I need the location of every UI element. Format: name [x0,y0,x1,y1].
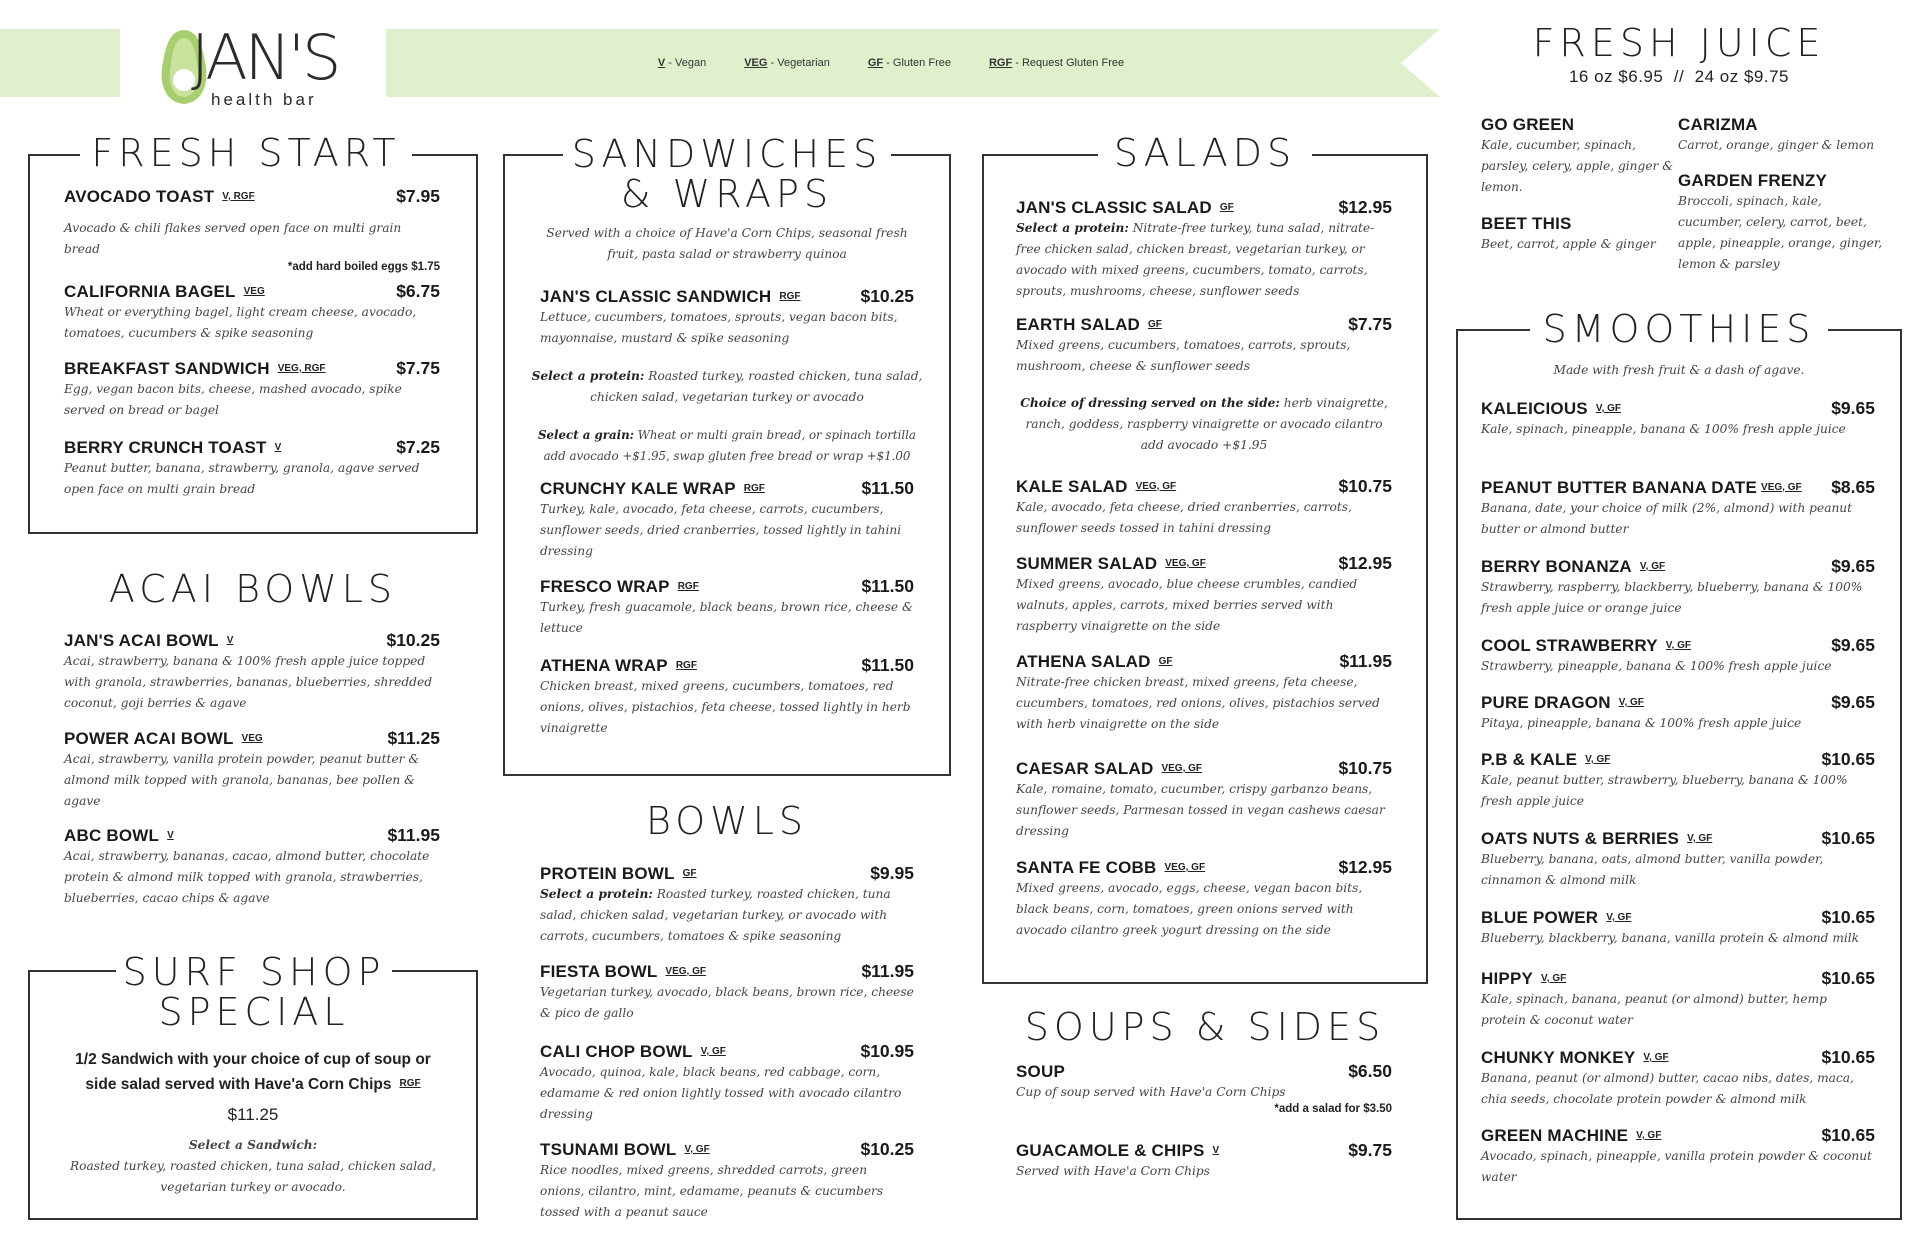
logo [155,21,355,116]
surf-shop-title: SURF SHOP SPECIAL [116,952,392,1032]
menu-item-guacamole-chips: GUACAMOLE & CHIPS V $9.75 Served with Have'a Corn Chips [1016,1140,1392,1178]
menu-item-summer-salad: SUMMER SALAD VEG, GF $12.95 Mixed greens, avocado, blue cheese crumbles, candied walnuts, apples, carrots, mixed berries served with raspberry vinaigrette on the side [1016,553,1392,633]
acai-bowls-title: ACAI BOWLS [108,567,398,611]
menu-item-peanut-butter-banana-date: PEANUT BUTTER BANANA DATE VEG, GF $8.65 Banana, date, your choice of milk (2%, almond) with peanut butter or almond butter [1481,477,1875,536]
logo-name: JAN'S [191,21,339,94]
menu-item-santa-fe-cobb: SANTA FE COBB VEG, GF $12.95 Mixed greens, avocado, eggs, cheese, vegan bacon bits, black beans, corn, tomatoes, green onions served with avocado cilantro greek yogurt dressing on the side [1016,857,1392,937]
fresh-juice-title: FRESH JUICE [1532,21,1826,65]
menu-item-athena-salad: ATHENA SALAD GF $11.95 Nitrate-free chicken breast, mixed greens, feta cheese, cucumbers, tomatoes, red onions, olives, pistachios served with herb vinaigrette on the side [1016,651,1392,731]
menu-item-breakfast-sandwich: BREAKFAST SANDWICH VEG, RGF $7.75 Egg, vegan bacon bits, cheese, mashed avocado, spike served on bread or bagel [64,358,440,417]
menu-item-fiesta-bowl: FIESTA BOWL VEG, GF $11.95 Vegetarian turkey, avocado, black beans, brown rice, cheese & pico de gallo [540,961,914,1020]
menu-item-chunky-monkey: CHUNKY MONKEY V, GF $10.65 Banana, peanut (or almond) butter, cacao nibs, dates, maca, chia seeds, chocolate protein powder & almond milk [1481,1047,1875,1106]
juice-garden-frenzy: GARDEN FRENZY Broccoli, spinach, kale, cucumber, celery, carrot, beet, apple, pineapple, orange, ginger, lemon & parsley [1678,171,1883,271]
diet-legend [386,29,1396,97]
menu-item-hippy: HIPPY V, GF $10.65 Kale, spinach, banana, peanut (or almond) butter, hemp protein & coconut water [1481,968,1875,1027]
legend-vegan: V - Vegan [657,57,707,69]
menu-item-california-bagel: CALIFORNIA BAGEL VEG $6.75 Wheat or everything bagel, light cream cheese, avocado, tomatoes, cucumbers & spike seasoning [64,281,440,340]
menu-item-abc-bowl: ABC BOWL V $11.95 Acai, strawberry, bananas, cacao, almond butter, chocolate protein & almond milk topped with granola, strawberries, blueberries, cacao chips & agave [64,825,440,905]
menu-item-fresco-wrap: FRESCO WRAP RGF $11.50 Turkey, fresh guacamole, black beans, brown rice, cheese & lettuce [540,576,914,635]
sandwich-protein-options: Select a protein: Roasted turkey, roasted chicken, tuna salad, chicken salad, vegetarian turkey or avocado [531,369,923,404]
soups-sides-title: SOUPS & SIDES [1024,1005,1386,1049]
smoothies-title: SMOOTHIES [1530,310,1828,348]
sandwich-grain-options: Select a grain: Wheat or multi grain bread, or spinach tortilla add avocado +$1.95, swap gluten free bread or wrap +$1.00 [538,428,916,463]
salads-title: SALADS [1098,134,1312,172]
fresh-start-title: FRESH START [80,134,412,172]
menu-item-power-acai-bowl: POWER ACAI BOWL VEG $11.25 Acai, strawberry, vanilla protein powder, peanut butter & almond milk topped with granola, bananas, bee pollen & agave [64,728,440,808]
legend-gluten-free: GF - Gluten Free [867,57,951,69]
legend-request-gluten-free: RGF - Request Gluten Free [988,57,1125,69]
menu-item-caesar-salad: CAESAR SALAD VEG, GF $10.75 Kale, romaine, tomato, cucumber, crispy garbanzo beans, sunflower seeds, Parmesan tossed in vegan cashews caesar dressing [1016,758,1392,838]
sandwiches-intro: Served with a choice of Have'a Corn Chips, seasonal fresh fruit, pasta salad or strawberry quinoa [546,226,908,261]
smoothies-intro: Made with fresh fruit & a dash of agave. [1553,363,1805,377]
menu-item-pb-kale: P.B & KALE V, GF $10.65 Kale, peanut butter, strawberry, blueberry, banana & 100% fresh apple juice [1481,749,1875,808]
menu-item-kaleicious: KALEICIOUS V, GF $9.65 Kale, spinach, pineapple, banana & 100% fresh apple juice [1481,398,1875,436]
menu-item-oats-nuts-berries: OATS NUTS & BERRIES V, GF $10.65 Blueberry, banana, oats, almond butter, vanilla powder, cinnamon & almond milk [1481,828,1875,887]
surf-shop-details: 1/2 Sandwich with your choice of cup of soup or side salad served with Have'a Corn Chips RGF $11.25 Select a Sandwich: Roasted turkey, roasted chicken, tuna salad, chicken salad, vegetarian turkey or avocado. [69,1051,437,1194]
menu-item-green-machine: GREEN MACHINE V, GF $10.65 Avocado, spinach, pineapple, vanilla protein powder & coconut water [1481,1125,1875,1184]
menu-item-pure-dragon: PURE DRAGON V, GF $9.65 Pitaya, pineapple, banana & 100% fresh apple juice [1481,692,1875,730]
menu-item-jans-classic-salad: JAN'S CLASSIC SALAD GF $12.95 Select a protein: Nitrate-free turkey, tuna salad, nitrate-free chicken salad, chicken breast, vegetarian turkey, or avocado with mixed greens, cucumbers, tomato, carrots, sprouts, mushrooms, cheese, sunflower seeds [1016,197,1392,298]
menu-item-berry-bonanza: BERRY BONANZA V, GF $9.65 Strawberry, raspberry, blackberry, blueberry, banana & 100% fresh apple juice or orange juice [1481,556,1875,615]
salad-dressing-options: Choice of dressing served on the side: herb vinaigrette, ranch, goddess, raspberry vinaigrette or avocado cilantro add avocado +$1.95 [1020,396,1388,452]
logo-subtitle: health bar [211,90,317,109]
menu-item-kale-salad: KALE SALAD VEG, GF $10.75 Kale, avocado, feta cheese, dried cranberries, carrots, sunflower seeds tossed in tahini dressing [1016,476,1392,535]
juice-beet-this: BEET THIS Beet, carrot, apple & ginger [1481,214,1656,251]
menu-item-cali-chop-bowl: CALI CHOP BOWL V, GF $10.95 Avocado, quinoa, kale, black beans, red cabbage, corn, edamame & red onion lightly tossed with avocado cilantro dressing [540,1041,914,1121]
menu-item-avocado-toast: AVOCADO TOAST V, RGF $7.95 Avocado & chili flakes served open face on multi grain bread *add hard boiled eggs $1.75 [64,186,440,273]
menu-item-tsunami-bowl: TSUNAMI BOWL V, GF $10.25 Rice noodles, mixed greens, shredded carrots, green onions, cilantro, mint, edamame, peanuts & cucumbers tossed with a peanut sauce [540,1139,914,1219]
juice-sizes: 16 oz $6.95 // 24 oz $9.75 [1568,67,1790,86]
menu-item-jans-classic-sandwich: JAN'S CLASSIC SANDWICH RGF $10.25 Lettuce, cucumbers, tomatoes, sprouts, vegan bacon bits, mayonnaise, mustard & spike seasoning [540,286,914,345]
menu-item-crunchy-kale-wrap: CRUNCHY KALE WRAP RGF $11.50 Turkey, kale, avocado, feta cheese, carrots, cucumbers, sunflower seeds, dried cranberries, tossed lightly in tahini dressing [540,478,914,558]
banner-stripe-left [0,29,120,97]
menu-item-cool-strawberry: COOL STRAWBERRY V, GF $9.65 Strawberry, pineapple, banana & 100% fresh apple juice [1481,635,1875,673]
legend-vegetarian: VEG - Vegetarian [744,57,830,69]
juice-carizma: CARIZMA Carrot, orange, ginger & lemon [1678,115,1875,152]
juice-go-green: GO GREEN Kale, cucumber, spinach, parsley, celery, apple, ginger & lemon. [1481,115,1674,194]
bowls-title: BOWLS [646,799,808,843]
menu-item-soup: SOUP $6.50 Cup of soup served with Have'a Corn Chips *add a salad for $3.50 [1016,1061,1392,1115]
menu-item-earth-salad: EARTH SALAD GF $7.75 Mixed greens, cucumbers, tomatoes, carrots, sprouts, mushroom, cheese & sunflower seeds [1016,314,1392,373]
menu-item-protein-bowl: PROTEIN BOWL GF $9.95 Select a protein: Roasted turkey, roasted chicken, tuna salad, chicken salad, vegetarian turkey, or avocado with carrots, cucumbers, tomatoes & spike seasoning [540,863,914,943]
menu-item-berry-crunch-toast: BERRY CRUNCH TOAST V $7.25 Peanut butter, banana, strawberry, granola, agave served open face on multi grain bread [64,437,440,496]
menu-item-jans-acai-bowl: JAN'S ACAI BOWL V $10.25 Acai, strawberry, banana & 100% fresh apple juice topped with granola, strawberries, bananas, blueberries, shredded coconut, goji berries & agave [64,630,440,710]
menu-item-athena-wrap: ATHENA WRAP RGF $11.50 Chicken breast, mixed greens, cucumbers, tomatoes, red onions, olives, pistachios, feta cheese, tossed lightly in herb vinaigrette [540,655,914,735]
menu-item-blue-power: BLUE POWER V, GF $10.65 Blueberry, blackberry, banana, vanilla protein & almond milk [1481,907,1875,945]
sandwiches-wraps-title: SANDWICHES & WRAPS [563,134,891,214]
